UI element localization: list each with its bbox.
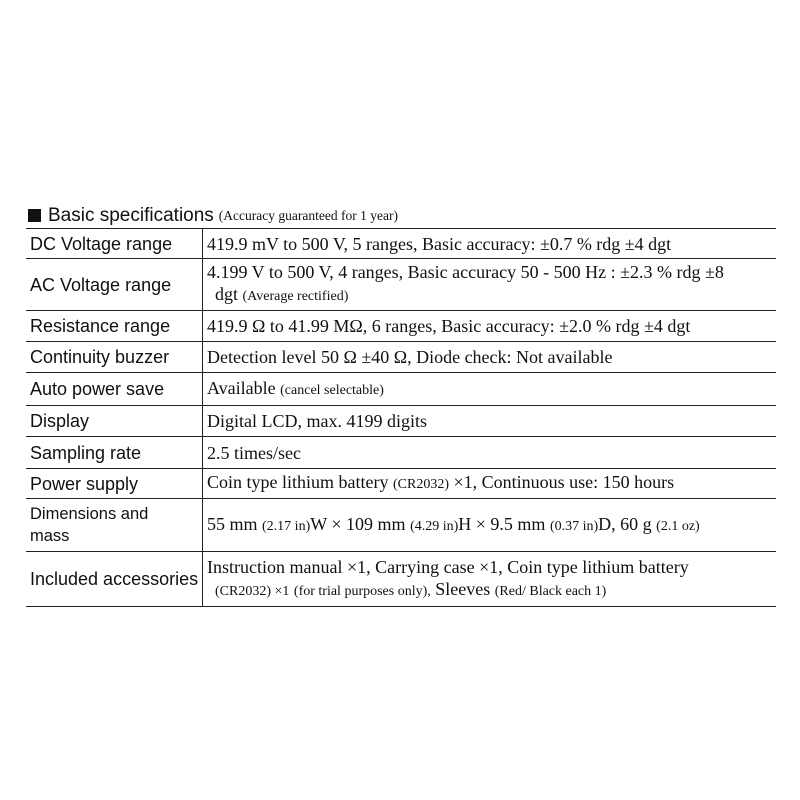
table-row — [26, 229, 776, 259]
value-note: (CR2032) ×1 — [215, 583, 290, 599]
bullet-square-icon — [28, 209, 41, 222]
value-note: (for trial purposes only), — [293, 583, 431, 599]
table-row — [26, 437, 776, 469]
row-value — [203, 552, 777, 607]
table-row — [26, 499, 776, 552]
row-value — [203, 499, 777, 552]
value-text: Available — [207, 377, 276, 398]
value-text: dgt — [215, 284, 239, 304]
row-value: 419.9 Ω to 41.99 MΩ, 6 ranges, Basic accuracy: ±2.0 % rdg ±4 dgt — [203, 311, 777, 342]
value-note: (Average rectified) — [242, 289, 349, 304]
row-label: Sampling rate — [26, 437, 203, 469]
value-text: H × 9.5 mm — [458, 513, 546, 534]
table-row — [26, 259, 776, 311]
row-value — [203, 259, 777, 311]
value-line: Instruction manual ×1, Carrying case ×1, Coin type lithium battery — [207, 556, 689, 577]
row-value: Digital LCD, max. 4199 digits — [203, 406, 777, 437]
basic-specifications-section — [26, 198, 776, 607]
row-label: Display — [26, 406, 203, 437]
table-row — [26, 342, 776, 373]
section-heading — [26, 198, 776, 228]
table-row — [26, 373, 776, 406]
row-label: Auto power save — [26, 373, 203, 406]
value-text: 55 mm — [207, 513, 258, 534]
value-note: (2.17 in) — [262, 518, 311, 534]
value-note: (Red/ Black each 1) — [494, 583, 607, 599]
specifications-table — [26, 228, 776, 607]
value-text: D, 60 g — [598, 513, 652, 534]
table-row — [26, 406, 776, 437]
row-value: 2.5 times/sec — [203, 437, 777, 469]
row-label — [26, 499, 203, 552]
value-note: (0.37 in) — [549, 518, 599, 534]
label-line: mass — [30, 527, 70, 545]
value-line — [207, 578, 776, 603]
row-label: AC Voltage range — [26, 259, 203, 311]
heading-title: Basic specifications — [48, 205, 214, 226]
row-label: Resistance range — [26, 311, 203, 342]
value-text: Coin type lithium battery — [207, 472, 389, 492]
label-line: Dimensions and — [30, 505, 149, 523]
value-line: 4.199 V to 500 V, 4 ranges, Basic accuracy 50 - 500 Hz : ±2.3 % rdg ±8 — [207, 262, 724, 282]
row-label: Included accessories — [26, 552, 203, 607]
value-note: (CR2032) — [392, 477, 449, 492]
table-row — [26, 552, 776, 607]
value-text: W × 109 mm — [310, 513, 406, 534]
row-value — [203, 469, 777, 499]
table-row — [26, 311, 776, 342]
row-label: Power supply — [26, 469, 203, 499]
value-note: (cancel selectable) — [280, 382, 384, 398]
heading-note: (Accuracy guaranteed for 1 year) — [218, 208, 398, 223]
row-value: Detection level 50 Ω ±40 Ω, Diode check: Not available — [203, 342, 777, 373]
row-value: 419.9 mV to 500 V, 5 ranges, Basic accuracy: ±0.7 % rdg ±4 dgt — [203, 229, 777, 259]
row-label: DC Voltage range — [26, 229, 203, 259]
row-label: Continuity buzzer — [26, 342, 203, 373]
value-text: ×1, Continuous use: 150 hours — [453, 472, 675, 492]
value-text: Sleeves — [435, 578, 491, 599]
value-note: (2.1 oz) — [656, 518, 700, 534]
value-note: (4.29 in) — [410, 518, 459, 534]
value-line — [207, 283, 776, 308]
table-row — [26, 469, 776, 499]
row-value — [203, 373, 777, 406]
